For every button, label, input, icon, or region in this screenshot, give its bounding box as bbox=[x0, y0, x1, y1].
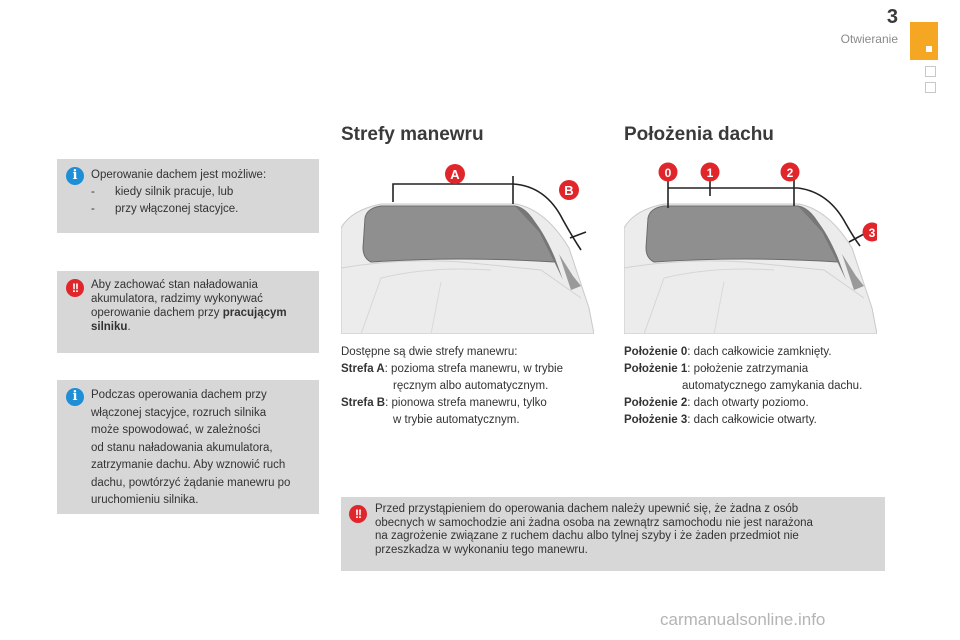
position-0-text: : dach całkowicie zamknięty. bbox=[687, 346, 832, 358]
positions-description bbox=[624, 344, 904, 429]
positions-heading: Położenia dachu bbox=[624, 124, 774, 145]
zone-a-label: Strefa A bbox=[341, 363, 385, 375]
position-1-text-cont: automatycznego zamykania dachu. bbox=[682, 380, 863, 392]
section-tab-empty-1[interactable] bbox=[925, 66, 936, 77]
position-1-text: : położenie zatrzymania bbox=[687, 363, 809, 375]
label-b: B bbox=[564, 183, 574, 198]
section-title: Otwieranie bbox=[840, 32, 898, 46]
car-roof-positions-illustration bbox=[624, 158, 877, 334]
note-line: uruchomieniu silnika. bbox=[91, 494, 199, 506]
info-note-operation bbox=[57, 159, 319, 233]
warning-note-battery bbox=[57, 271, 319, 353]
position-3-label: Położenie 3 bbox=[624, 414, 688, 426]
label-a: A bbox=[450, 167, 460, 182]
note-line: zatrzymanie dachu. Aby wznowić ruch bbox=[91, 459, 286, 471]
note-text-part: Aby zachować stan naładowania akumulatora, radzimy wykonywać operowanie dachem przy bbox=[91, 279, 263, 319]
list-item: - kiedy silnik pracuje, lub bbox=[91, 184, 311, 201]
section-tab[interactable] bbox=[910, 22, 938, 60]
zones-heading: Strefy manewru bbox=[341, 124, 484, 145]
warning-icon: !! bbox=[66, 279, 84, 297]
note-text bbox=[91, 387, 315, 510]
note-text bbox=[91, 167, 311, 218]
note-intro: Operowanie dachem jest możliwe: bbox=[91, 169, 267, 181]
section-tab-empty-2[interactable] bbox=[925, 82, 936, 93]
warning-icon: !! bbox=[349, 505, 367, 523]
note-line: może spowodować, w zależności bbox=[91, 424, 261, 436]
zone-b-label: Strefa B bbox=[341, 397, 386, 409]
note-line: Przed przystąpieniem do operowania dachem należy upewnić się, że żadna z osób bbox=[375, 503, 799, 515]
position-0-label: Położenie 0 bbox=[624, 346, 688, 358]
watermark: carmanualsonline.info bbox=[660, 610, 826, 629]
label-2: 2 bbox=[786, 166, 794, 180]
note-text bbox=[91, 278, 313, 334]
label-3: 3 bbox=[868, 226, 876, 240]
label-0: 0 bbox=[664, 166, 672, 180]
position-2-label: Położenie 2 bbox=[624, 397, 688, 409]
note-line: Podczas operowania dachem przy bbox=[91, 389, 267, 401]
info-icon: i bbox=[66, 388, 84, 406]
position-1-label: Położenie 1 bbox=[624, 363, 688, 375]
note-line: obecnych w samochodzie ani żadna osoba na zewnątrz samochodu nie jest narażona bbox=[375, 516, 813, 529]
note-text-bold: pracującym silniku bbox=[91, 307, 287, 333]
zone-a-text: : pozioma strefa manewru, w trybie bbox=[384, 363, 563, 375]
label-1: 1 bbox=[706, 166, 714, 180]
car-roof-zones-illustration bbox=[341, 158, 594, 334]
tab-marker bbox=[926, 46, 932, 52]
zones-intro: Dostępne są dwie strefy manewru: bbox=[341, 346, 518, 358]
zone-a-text-cont: ręcznym albo automatycznym. bbox=[393, 380, 549, 392]
note-line: na zagrożenie związane z ruchem dachu albo tylnej szyby i że żaden przedmiot nie bbox=[375, 530, 799, 542]
info-note-engine-start bbox=[57, 380, 319, 514]
zones-description bbox=[341, 344, 611, 429]
note-line: włączonej stacyjce, rozruch silnika bbox=[91, 406, 267, 419]
zone-b-text-cont: w trybie automatycznym. bbox=[393, 414, 520, 426]
note-line: od stanu naładowania akumulatora, bbox=[91, 441, 273, 454]
position-3-text: : dach całkowicie otwarty. bbox=[687, 414, 817, 426]
note-line: dachu, powtórzyć żądanie manewru po bbox=[91, 476, 291, 489]
list-item: - przy włączonej stacyjce. bbox=[91, 201, 311, 218]
page-number: 3 bbox=[886, 6, 898, 28]
warning-note-safety bbox=[341, 497, 885, 571]
info-icon: i bbox=[66, 167, 84, 185]
note-line: przeszkadza w wykonaniu tego manewru. bbox=[375, 543, 588, 556]
position-2-text: : dach otwarty poziomo. bbox=[687, 397, 809, 409]
zone-b-text: : pionowa strefa manewru, tylko bbox=[385, 397, 547, 409]
note-text-end: . bbox=[127, 321, 131, 333]
note-text bbox=[375, 503, 880, 557]
